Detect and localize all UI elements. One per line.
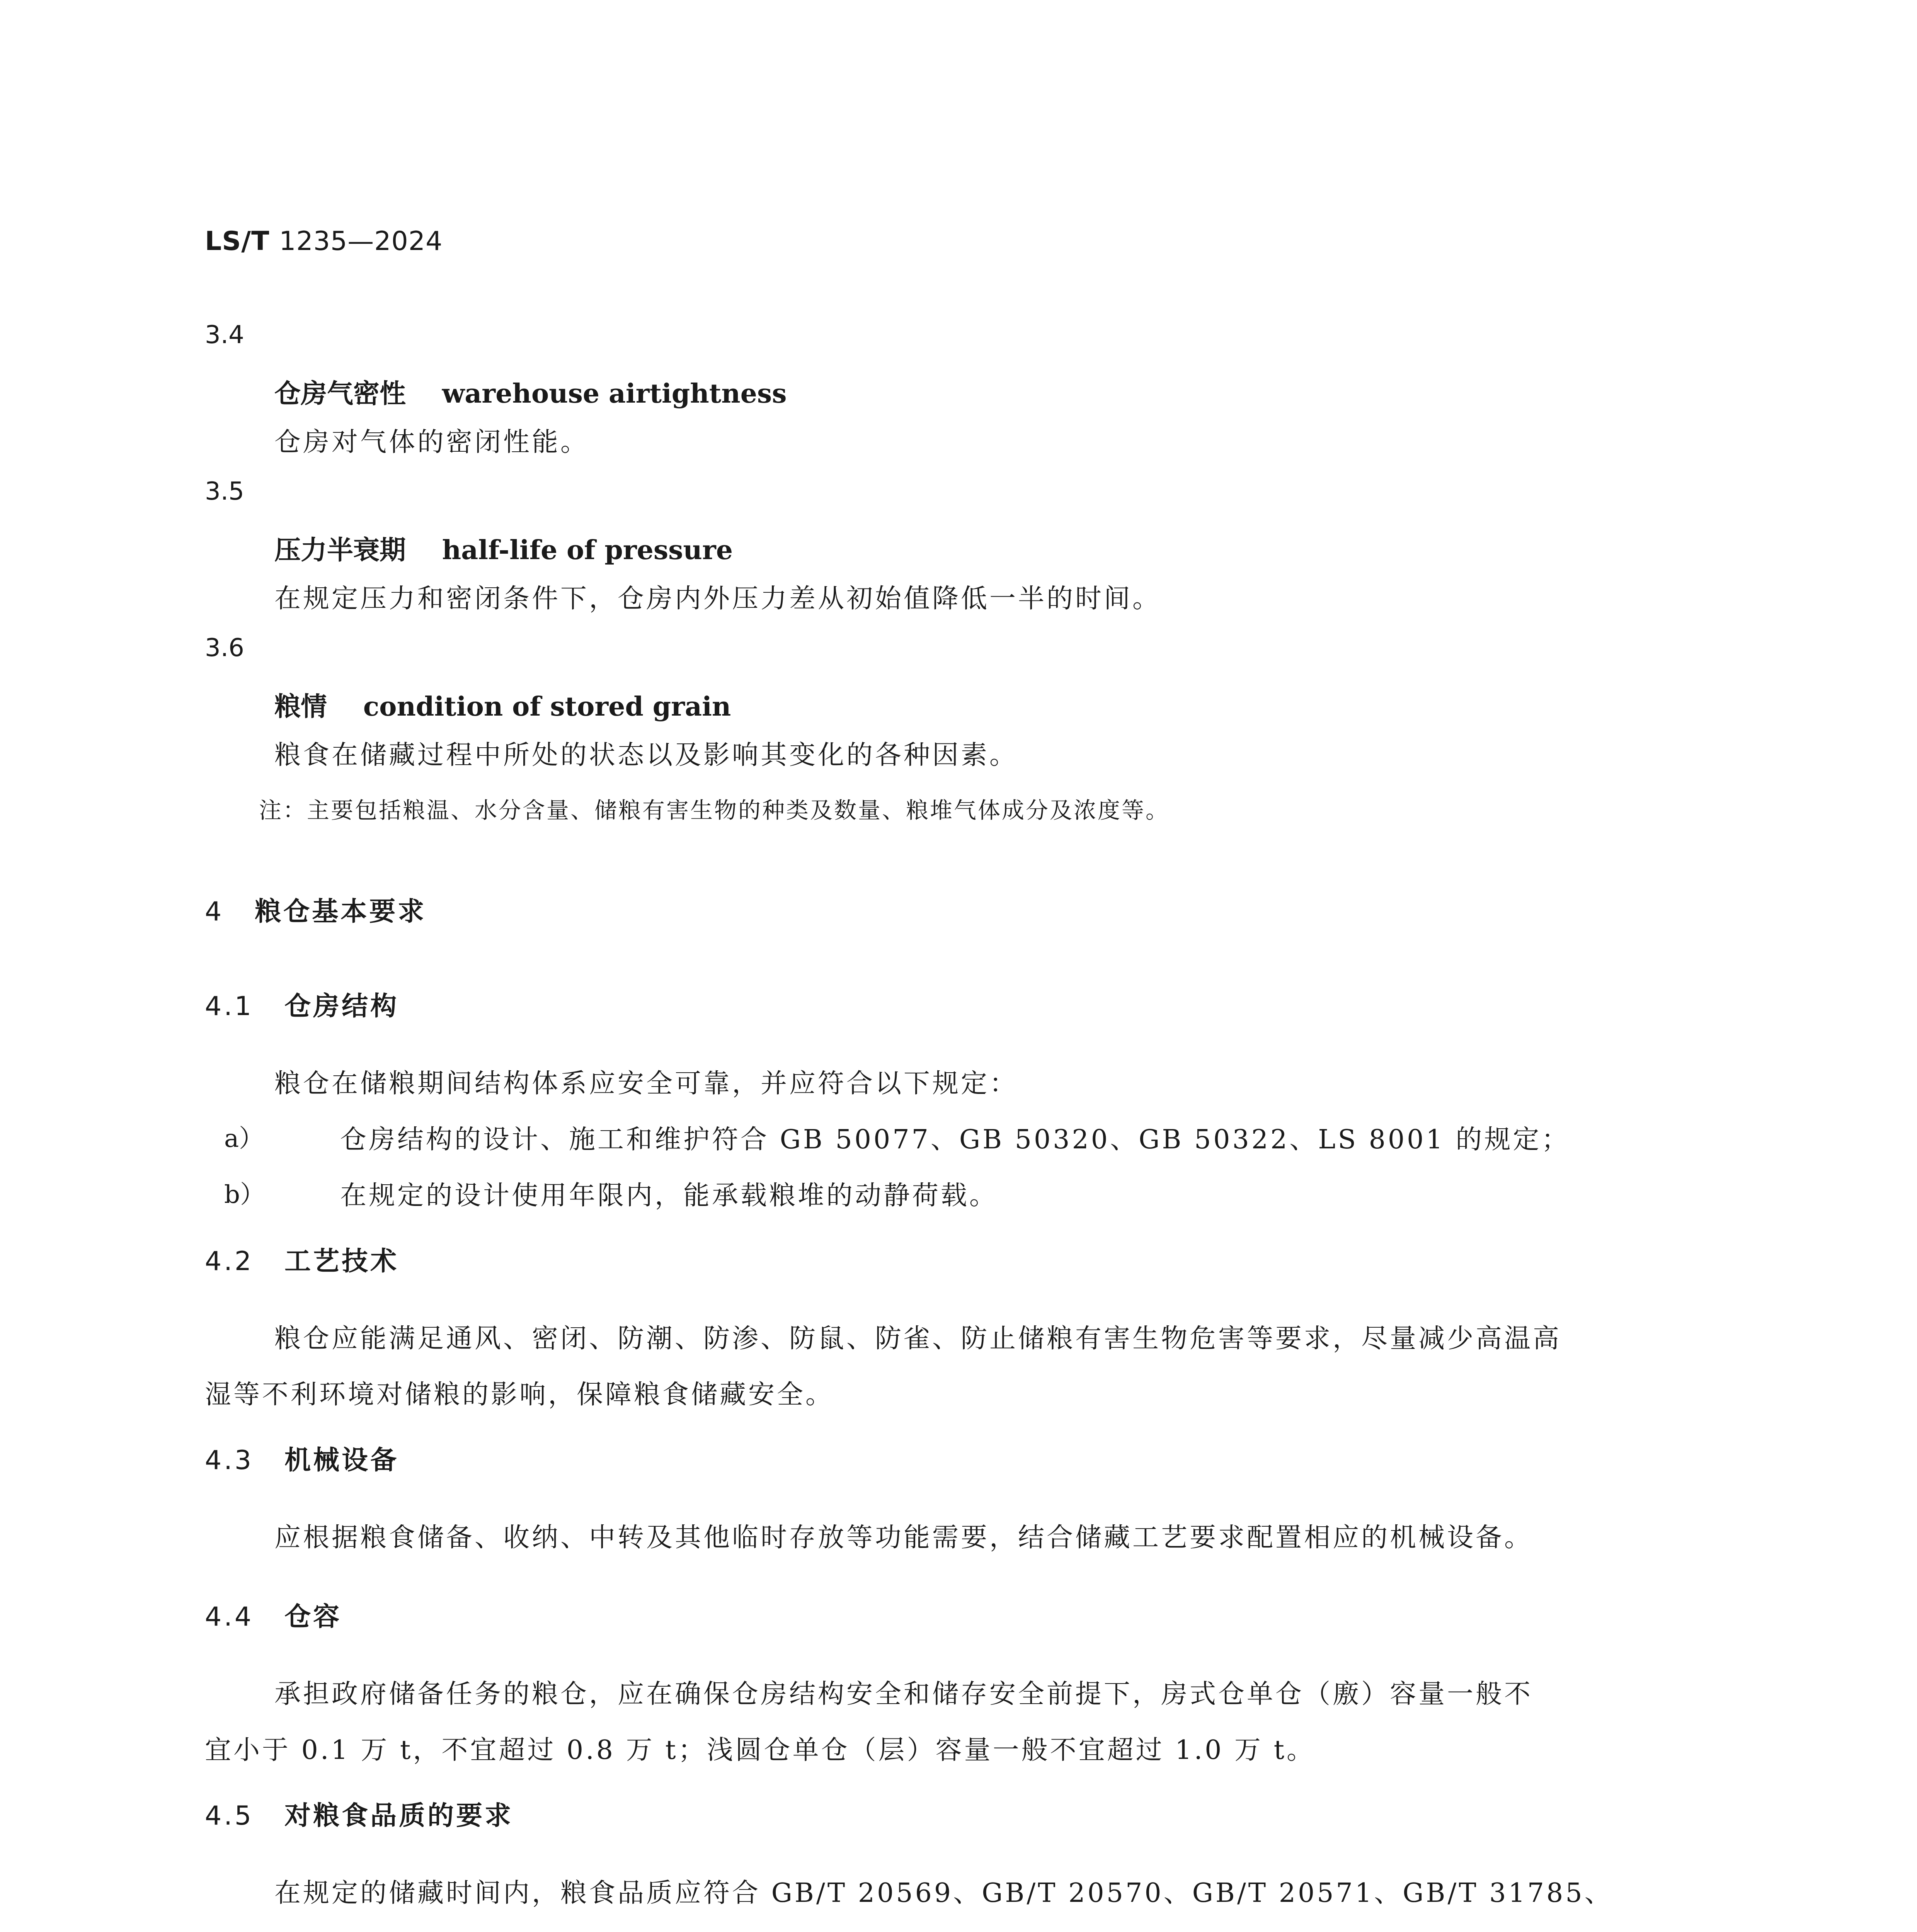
section-heading [205, 891, 426, 928]
term-note: 注：主要包括粮温、水分含量、储粮有害生物的种类及数量、粮堆气体成分及浓度等。 [259, 797, 1170, 823]
subsection-title: 仓容 [284, 1602, 342, 1632]
term-en: condition of stored grain [363, 691, 731, 722]
list-item: 在规定的设计使用年限内，能承载粮堆的动静荷载。 [340, 1180, 998, 1211]
term-number: 3.5 [205, 477, 244, 506]
term-title [274, 373, 787, 410]
list-label: b） [224, 1180, 265, 1209]
section-title: 粮仓基本要求 [255, 896, 427, 927]
list-label: a） [224, 1124, 264, 1153]
subsection-heading [205, 985, 399, 1023]
subsection-number: 4.1 [205, 991, 254, 1022]
term-zh: 压力半衰期 [274, 535, 406, 566]
subsection-title: 对粮食品质的要求 [284, 1801, 514, 1831]
subsection-title: 工艺技术 [284, 1246, 399, 1277]
paragraph-line: 承担政府储备任务的粮仓，应在确保仓房结构安全和储存安全前提下，房式仓单仓（廒）容量一般不 [274, 1679, 1533, 1709]
subsection-heading [205, 1240, 399, 1278]
subsection-title: 机械设备 [284, 1445, 399, 1476]
subsection-number: 4.5 [205, 1801, 254, 1831]
subsection-heading [205, 1795, 513, 1832]
term-definition: 粮食在储藏过程中所处的状态以及影响其变化的各种因素。 [274, 740, 1018, 770]
term-en: half-life of pressure [442, 535, 733, 566]
subsection-number: 4.2 [205, 1246, 254, 1277]
section-number: 4 [205, 896, 224, 927]
paragraph-line: 在规定的储藏时间内，粮食品质应符合 GB/T 20569、GB/T 20570、GB/T 20571、GB/T 31785、 [274, 1878, 1613, 1908]
standard-code: 1235—2024 [279, 226, 443, 257]
subsection-number: 4.3 [205, 1445, 254, 1476]
term-title [274, 529, 733, 567]
term-title [274, 686, 731, 723]
term-number: 3.4 [205, 321, 244, 349]
subsection-number: 4.4 [205, 1602, 254, 1632]
standard-prefix: LS/T [205, 226, 270, 257]
term-definition: 在规定压力和密闭条件下，仓房内外压力差从初始值降低一半的时间。 [274, 583, 1161, 614]
paragraph-line: 应根据粮食储备、收纳、中转及其他临时存放等功能需要，结合储藏工艺要求配置相应的机械设备。 [274, 1522, 1533, 1553]
standard-header [205, 226, 443, 257]
subsection-heading [205, 1596, 342, 1633]
paragraph-line: 湿等不利环境对储粮的影响，保障粮食储藏安全。 [205, 1379, 834, 1410]
subsection-title: 仓房结构 [284, 991, 399, 1022]
term-number: 3.6 [205, 634, 244, 662]
term-zh: 仓房气密性 [274, 379, 406, 409]
paragraph-line: 粮仓应能满足通风、密闭、防潮、防渗、防鼠、防雀、防止储粮有害生物危害等要求，尽量减少高温高 [274, 1323, 1562, 1354]
list-item: 仓房结构的设计、施工和维护符合 GB 50077、GB 50320、GB 50322、LS 8001 的规定； [340, 1124, 1570, 1155]
term-en: warehouse airtightness [442, 378, 787, 409]
term-zh: 粮情 [274, 692, 327, 722]
subsection-heading [205, 1439, 399, 1477]
paragraph-line: 宜小于 0.1 万 t，不宜超过 0.8 万 t；浅圆仓单仓（层）容量一般不宜超过 1.0 万 t。 [205, 1735, 1315, 1765]
term-definition: 仓房对气体的密闭性能。 [274, 427, 589, 457]
paragraph-line [205, 1928, 569, 1932]
paragraph: 粮仓在储粮期间结构体系应安全可靠，并应符合以下规定： [274, 1068, 1018, 1099]
